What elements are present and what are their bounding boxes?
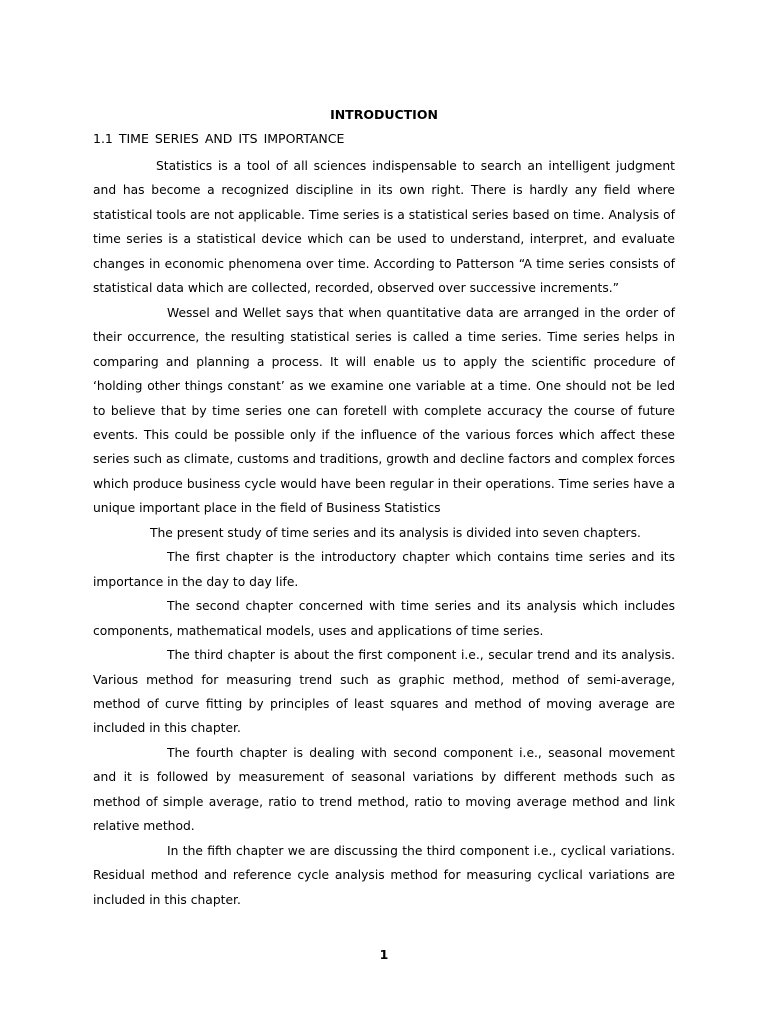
paragraph-third-chapter: The third chapter is about the first component i.e., secular trend and its analysis. Various method for measuring trend such as graphic method, method of semi-average, method of curve fitting by principles of least squares and method of moving average are included in this chapter. — [93, 648, 675, 736]
paragraph-first-chapter: The first chapter is the introductory chapter which contains time series and its importance in the day to day life. — [93, 550, 675, 589]
paragraph-chapter-overview: The present study of time series and its analysis is divided into seven chapters. — [150, 525, 641, 540]
body-text — [93, 154, 675, 912]
document-title: INTRODUCTION — [330, 107, 438, 122]
paragraph-second-chapter: The second chapter concerned with time series and its analysis which includes components, mathematical models, uses and applications of time series. — [93, 599, 675, 638]
paragraph-statistics-intro: Statistics is a tool of all sciences indispensable to search an intelligent judgment and has become a recognized discipline in its own right. There is hardly any field where statistical tools are not applicable. Time series is a statistical series based on time. Analysis of time series is a statistical device which can be used to understand, interpret, and evaluate changes in economic phenomena over time. According to Patterson “A time series consists of statistical data which are collected, recorded, observed over successive increments.” — [93, 159, 675, 296]
paragraph-fifth-chapter: In the fifth chapter we are discussing the third component i.e., cyclical variations. Residual method and reference cycle analysis method for measuring cyclical variations are included in this chapter. — [93, 843, 675, 907]
paragraph-wessel-wellet: Wessel and Wellet says that when quantitative data are arranged in the order of their occurrence, the resulting statistical series is called a time series. Time series helps in comparing and planning a process. It will enable us to apply the scientific procedure of ‘holding other things constant’ as we examine one variable at a time. One should not be led to believe that by time series one can foretell with complete accuracy the course of future events. This could be possible only if the influence of the various forces which affect these series such as climate, customs and traditions, growth and decline factors and complex forces which produce business cycle would have been regular in their operations. Time series have a unique important place in the field of Business Statistics — [93, 305, 675, 516]
paragraph-fourth-chapter: The fourth chapter is dealing with second component i.e., seasonal movement and it is followed by measurement of seasonal variations by different methods such as method of simple average, ratio to trend method, ratio to moving average method and link relative method. — [93, 745, 675, 834]
section-heading: 1.1 TIME SERIES AND ITS IMPORTANCE — [93, 131, 345, 146]
page-number: 1 — [379, 947, 389, 962]
